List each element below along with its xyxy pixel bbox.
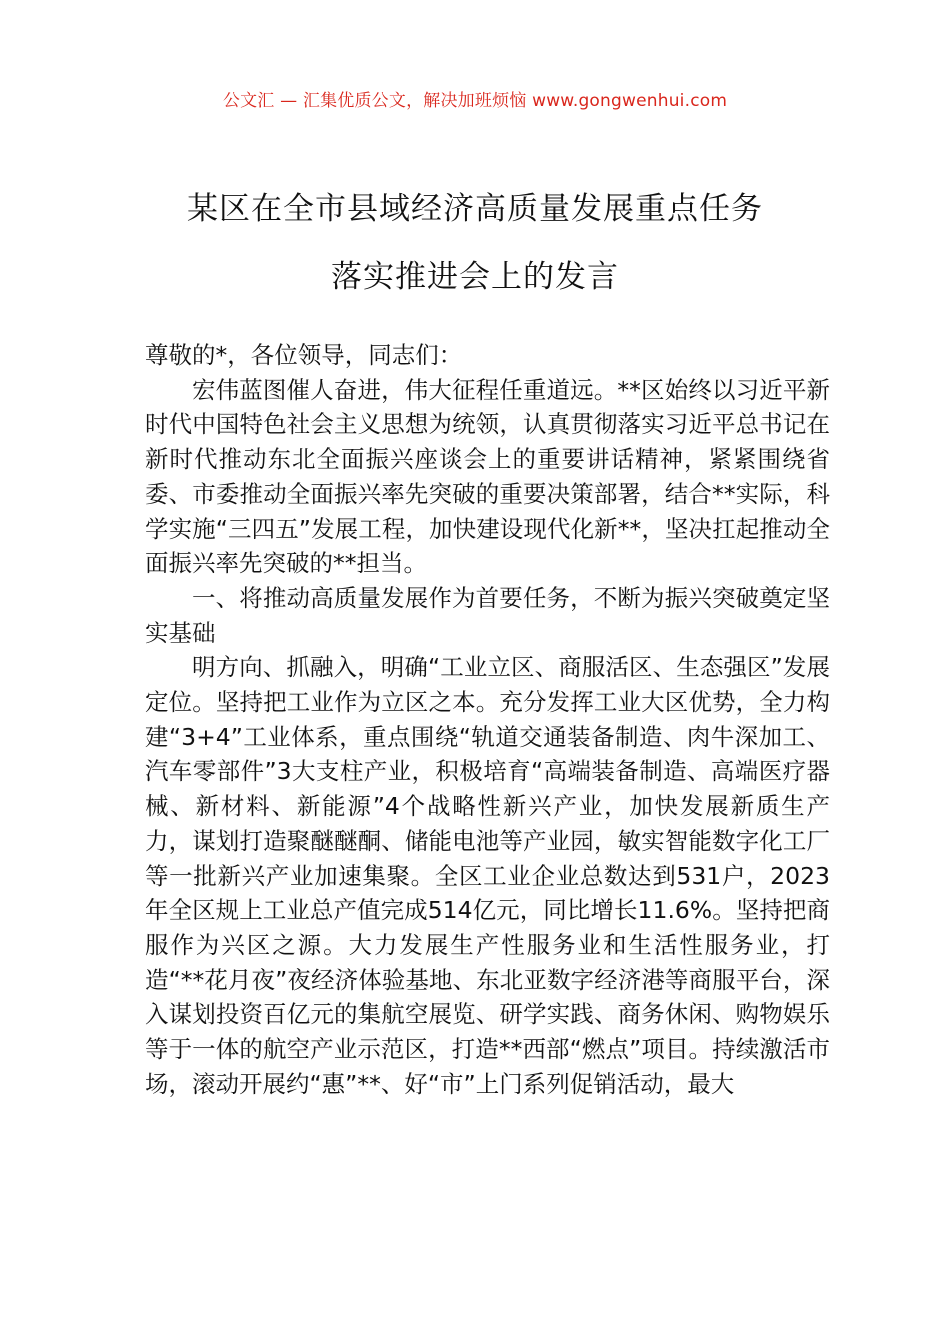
section-heading-1: 一、将推动高质量发展作为首要任务，不断为振兴突破奠定坚实基础 (145, 583, 830, 647)
document-title-line-2: 落实推进会上的发言 (331, 259, 619, 295)
site-watermark: 公文汇 — 汇集优质公文，解决加班烦恼 www.gongwenhui.com (222, 91, 728, 111)
document-body (145, 338, 830, 1101)
document-title-line-1: 某区在全市县域经济高质量发展重点任务 (187, 191, 763, 227)
salutation: 尊敬的*，各位领导，同志们： (145, 341, 463, 369)
paragraph-intro: 宏伟蓝图催人奋进，伟大征程任重道远。**区始终以习近平新时代中国特色社会主义思想为统领，认真贯彻落实习近平总书记在新时代推动东北全面振兴座谈会上的重要讲话精神，紧紧围绕省委、市委推动全面振兴率先突破的重要决策部署，结合**实际，科学实施“三四五”发展工程，加快建设现代化新**，坚决扛起推动全面振兴率先突破的**担当。 (145, 375, 830, 578)
paragraph-section-1: 明方向、抓融入，明确“工业立区、商服活区、生态强区”发展定位。坚持把工业作为立区之本。充分发挥工业大区优势，全力构建“3+4”工业体系，重点围绕“轨道交通装备制造、肉牛深加工、汽车零部件”3大支柱产业，积极培育“高端装备制造、高端医疗器械、新材料、新能源”4个战略性新兴产业，加快发展新质生产力，谋划打造聚醚醚酮、储能电池等产业园，敏实智能数字化工厂等一批新兴产业加速集聚。全区工业企业总数达到531户，2023年全区规上工业总产值完成514亿元，同比增长11.6%。坚持把商服作为兴区之源。大力发展生产性服务业和生活性服务业，打造“**花月夜”夜经济体验基地、东北亚数字经济港等商服平台，深入谋划投资百亿元的集航空展览、研学实践、商务休闲、购物娱乐等于一体的航空产业示范区，打造**西部“燃点”项目。持续激活市场，滚动开展约“惠”**、好“市”上门系列促销活动，最大 (145, 653, 830, 1098)
